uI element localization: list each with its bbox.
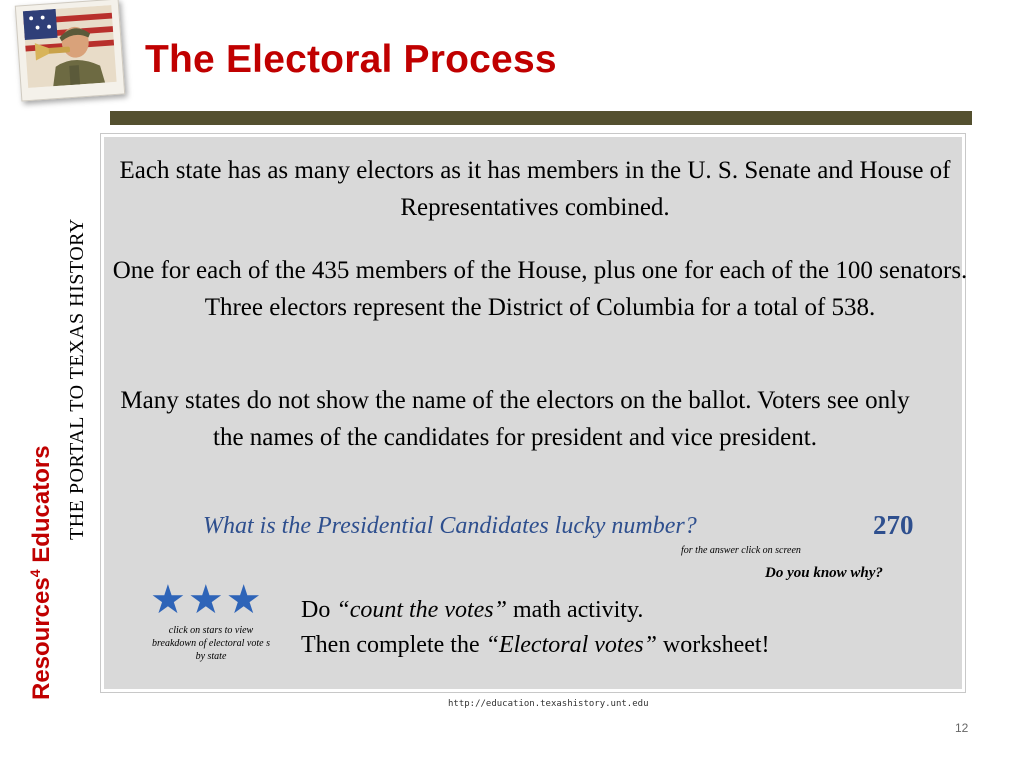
activity-then: Then complete the [301, 632, 486, 658]
page-title: The Electoral Process [145, 38, 557, 81]
lucky-number-question: What is the Presidential Candidates lucky number? [203, 513, 697, 539]
activity-line-2 [301, 628, 770, 663]
count-the-votes-link[interactable]: “count the votes” [336, 597, 507, 623]
resources-educators-label [27, 445, 56, 700]
paragraph-house-senate: One for each of the 435 members of the House, plus one for each of the 100 senators. Three electors represent the District of Columbia for a total of 538. [112, 257, 968, 321]
activity-worksheet: worksheet! [656, 632, 770, 658]
footer-url[interactable]: http://education.texashistory.unt.edu [448, 699, 649, 709]
do-you-know-why: Do you know why? [765, 565, 883, 581]
logo-photo [15, 0, 125, 102]
resources-superscript: 4 [27, 569, 43, 578]
paragraph-electors: Each state has as many electors as it has members in the U. S. Senate and House of Representatives combined. [119, 157, 951, 221]
stars-link[interactable] [150, 577, 262, 623]
activity-math: math activity. [507, 597, 644, 623]
activity-instructions [301, 593, 770, 663]
resources-word: Resources [28, 577, 55, 700]
activity-do: Do [301, 597, 337, 623]
educators-word: Educators [28, 445, 55, 570]
star-icon[interactable]: ★ [187, 577, 224, 623]
electoral-votes-link[interactable]: “Electoral votes” [485, 632, 657, 658]
paragraph-ballot: Many states do not show the name of the electors on the ballot. Voters see only the names of the candidates for president and vice president. [120, 387, 910, 451]
star-icon[interactable]: ★ [225, 577, 262, 623]
lucky-number-answer[interactable]: 270 [873, 510, 914, 540]
portal-side-label: THE PORTAL TO TEXAS HISTORY [66, 218, 88, 540]
star-icon[interactable]: ★ [150, 577, 186, 623]
answer-hint: for the answer click on screen [681, 545, 801, 556]
title-divider [110, 111, 972, 125]
page-number: 12 [955, 721, 969, 735]
activity-line-1 [301, 593, 770, 628]
soldier-bugle-icon [22, 5, 117, 88]
stars-caption: click on stars to view breakdown of electoral vote s by state [152, 625, 270, 662]
